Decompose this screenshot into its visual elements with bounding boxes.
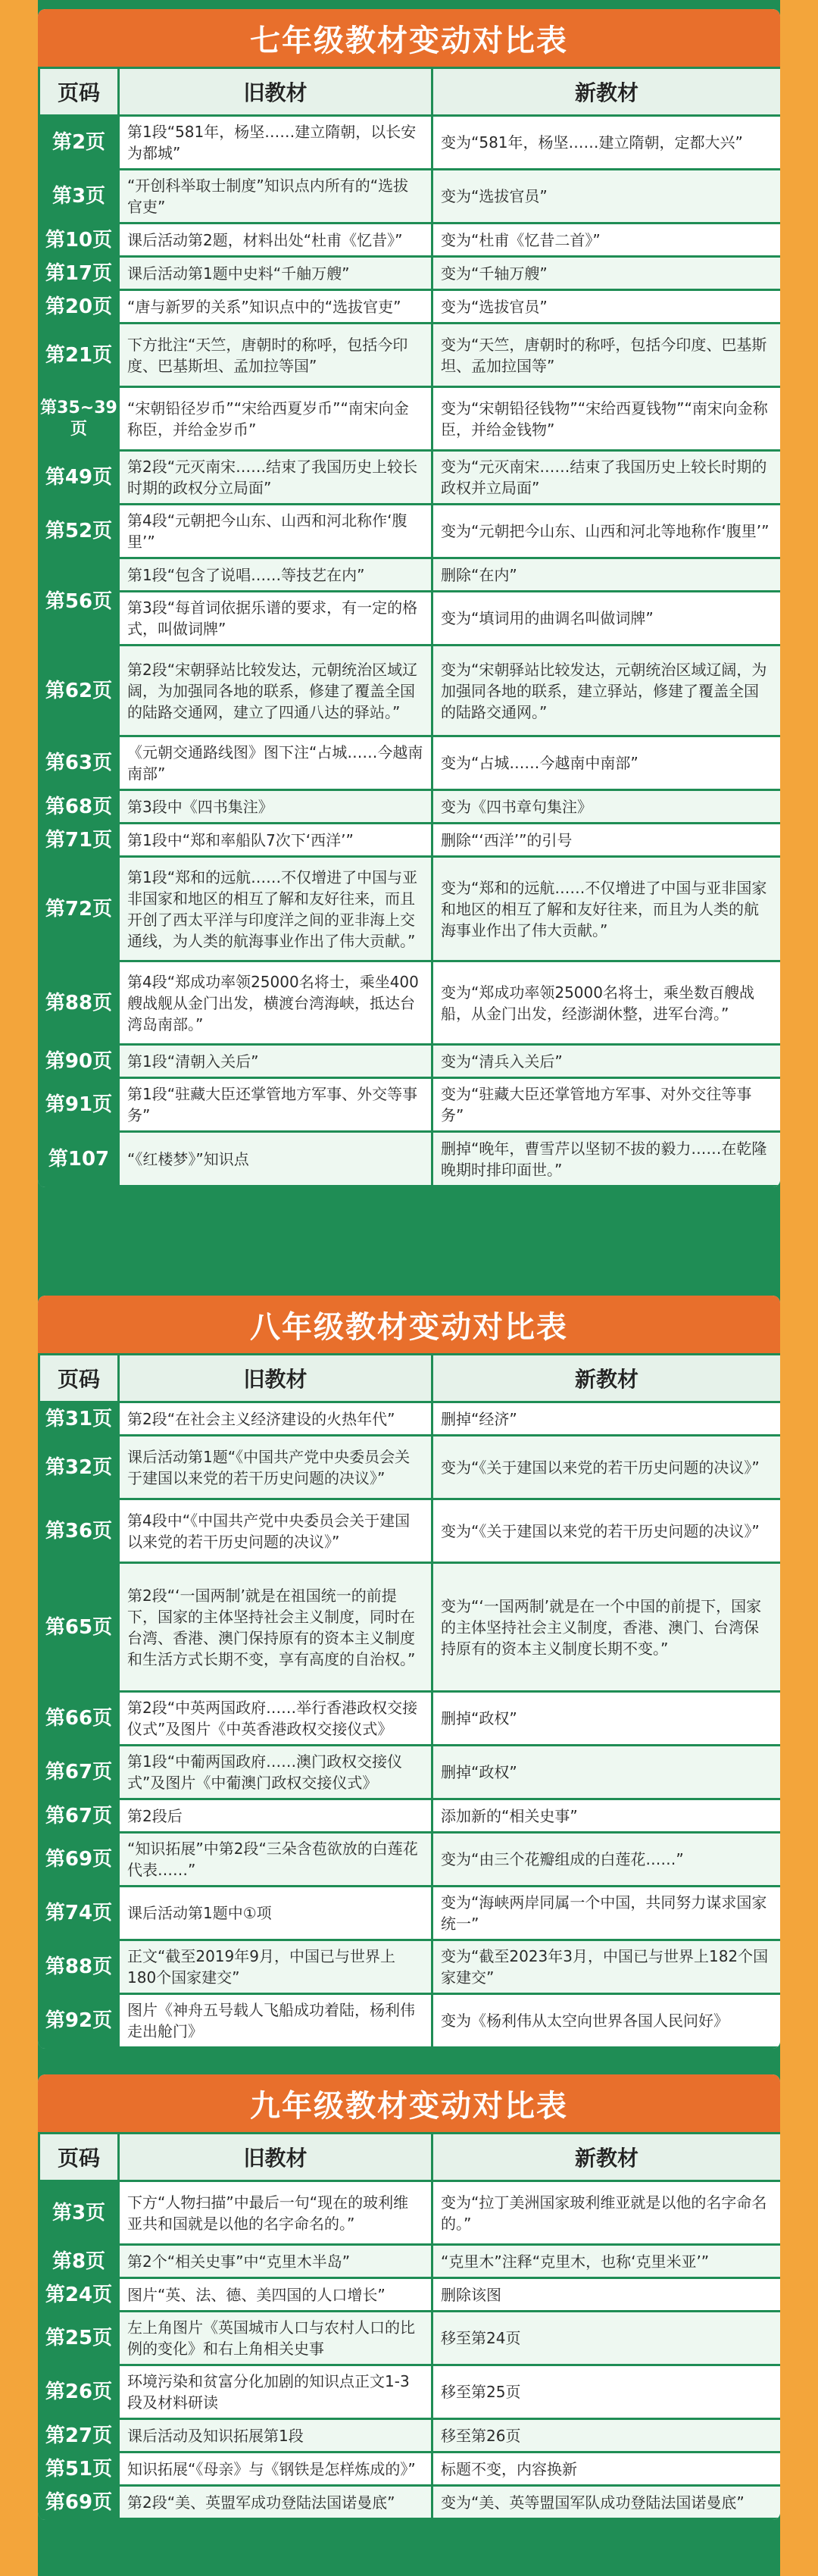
old-text: 第2段后 (119, 1799, 432, 1833)
page-number: 第71页 (39, 824, 119, 857)
table-row (39, 1132, 781, 1186)
header-page: 页码 (39, 2134, 119, 2181)
old-text: 第1段“包含了说唱……等技艺在内” (119, 558, 432, 592)
section-grade9 (38, 2074, 780, 2520)
table-row (39, 1746, 781, 1799)
table-row (39, 290, 781, 324)
new-text: 删除“‘西洋’”的引号 (432, 824, 781, 857)
page-number: 第69页 (39, 1833, 119, 1887)
header-new: 新教材 (432, 2134, 781, 2181)
table-row (39, 505, 781, 558)
table-row (39, 1499, 781, 1563)
table-row (39, 116, 781, 170)
header-old: 旧教材 (119, 2134, 432, 2181)
new-text: 变为《杨利伟从太空向世界各国人民问好》 (432, 1994, 781, 2048)
new-text: 变为“由三个花瓣组成的白莲花……” (432, 1833, 781, 1887)
new-text: 变为“郑和的远航……不仅增进了中国与亚非国家和地区的相互了解和友好往来，而且为人类的航海事业作出了伟大贡献。” (432, 857, 781, 961)
new-text: 变为“截至2023年3月，中国已与世界上182个国家建交” (432, 1940, 781, 1994)
table-row (39, 2312, 781, 2365)
comparison-table (38, 67, 780, 1187)
old-text: 图片《神舟五号载人飞船成功着陆，杨利伟走出舱门》 (119, 1994, 432, 2048)
page-number: 第88页 (39, 961, 119, 1045)
page-number: 第17页 (39, 257, 119, 290)
table-row (39, 736, 781, 790)
table-row (39, 224, 781, 257)
old-text: 第2段“在社会主义经济建设的火热年代” (119, 1402, 432, 1436)
table-row (39, 1994, 781, 2048)
header-new: 新教材 (432, 68, 781, 116)
page-number: 第68页 (39, 790, 119, 824)
new-text: 变为“元朝把今山东、山西和河北等地称作‘腹里’” (432, 505, 781, 558)
table-row (39, 2419, 781, 2453)
table-row (39, 257, 781, 290)
old-text: 第4段“元朝把今山东、山西和河北称作‘腹里’” (119, 505, 432, 558)
page-number: 第31页 (39, 1402, 119, 1436)
page-number: 第72页 (39, 857, 119, 961)
table-row (39, 451, 781, 505)
comparison-table (38, 2132, 780, 2520)
page-number: 第20页 (39, 290, 119, 324)
table-row (39, 2181, 781, 2245)
page-number: 第67页 (39, 1746, 119, 1799)
new-text: 变为“海峡两岸同属一个中国，共同努力谋求国家统一” (432, 1887, 781, 1940)
new-text: 变为“千轴万艘” (432, 257, 781, 290)
new-text: 变为“581年，杨坚……建立隋朝，定都大兴” (432, 116, 781, 170)
old-text: 第2段“‘一国两制’就是在祖国统一的前提下，国家的主体坚持社会主义制度，同时在台湾、香港、澳门保持原有的资本主义制度和生活方式长期不变，享有高度的自治权。” (119, 1563, 432, 1692)
old-text: 第2个“相关史事”中“克里木半岛” (119, 2245, 432, 2278)
table-row (39, 2245, 781, 2278)
new-text: 变为“《关于建国以来党的若干历史问题的决议》” (432, 1436, 781, 1499)
new-text: “克里木”注释“克里木，也称‘克里米亚’” (432, 2245, 781, 2278)
old-text: 课后活动第1题中史料“千舳万艘” (119, 257, 432, 290)
old-text: 第4段中“《中国共产党中央委员会关于建国以来党的若干历史问题的决议》” (119, 1499, 432, 1563)
new-text: 删掉“政权” (432, 1746, 781, 1799)
table-row (39, 1078, 781, 1132)
section-title: 九年级教材变动对比表 (38, 2074, 780, 2132)
table-body (39, 2181, 781, 2519)
header-new: 新教材 (432, 1355, 781, 1402)
table-row (39, 1436, 781, 1499)
old-text: “开创科举取士制度”知识点内所有的“选拔官吏” (119, 170, 432, 224)
page-number: 第63页 (39, 736, 119, 790)
old-text: 课后活动第2题，材料出处“杜甫《忆昔》” (119, 224, 432, 257)
old-text: 第1段“中葡两国政府……澳门政权交接仪式”及图片《中葡澳门政权交接仪式》 (119, 1746, 432, 1799)
new-text: 删掉“晚年，曹雪芹以坚韧不拔的毅力……在乾隆晚期时排印面世。” (432, 1132, 781, 1186)
new-text: 变为“选拔官员” (432, 170, 781, 224)
old-text: 下方“人物扫描”中最后一句“现在的玻利维亚共和国就是以他的名字命名的。” (119, 2181, 432, 2245)
old-text: 第1段“581年，杨坚……建立隋朝，以长安为都城” (119, 116, 432, 170)
page-number: 第90页 (39, 1045, 119, 1078)
page-number: 第21页 (39, 324, 119, 387)
table-row (39, 1402, 781, 1436)
old-text: 第2段“中英两国政府……举行香港政权交接仪式”及图片《中英香港政权交接仪式》 (119, 1692, 432, 1746)
section-grade7 (38, 9, 780, 1187)
table-row (39, 1692, 781, 1746)
new-text: 变为“宋朝铅径钱物”“宋给西夏钱物”“南宋向金称臣，并给金钱物” (432, 387, 781, 451)
table-row (39, 324, 781, 387)
table-body (39, 116, 781, 1186)
table-row (39, 1887, 781, 1940)
page-number: 第88页 (39, 1940, 119, 1994)
page-number: 第52页 (39, 505, 119, 558)
page-number: 第67页 (39, 1799, 119, 1833)
new-text: 变为“驻藏大臣还掌管地方军事、对外交往等事务” (432, 1078, 781, 1132)
new-text: 变为“清兵入关后” (432, 1045, 781, 1078)
new-text: 删除“在内” (432, 558, 781, 592)
new-text: 变为“天竺，唐朝时的称呼，包括今印度、巴基斯坦、孟加拉国等” (432, 324, 781, 387)
table-row (39, 646, 781, 736)
new-text: 删除该图 (432, 2278, 781, 2312)
table-row (39, 592, 781, 646)
page-number: 第10页 (39, 224, 119, 257)
page-number: 第91页 (39, 1078, 119, 1132)
old-text: “唐与新罗的关系”知识点中的“选拔官吏” (119, 290, 432, 324)
page-number: 第27页 (39, 2419, 119, 2453)
new-text: 变为“填词用的曲调名叫做词牌” (432, 592, 781, 646)
old-text: 下方批注“天竺，唐朝时的称呼，包括今印度、巴基斯坦、孟加拉等国” (119, 324, 432, 387)
table-row (39, 1940, 781, 1994)
page-number: 第65页 (39, 1563, 119, 1692)
page-number: 第92页 (39, 1994, 119, 2048)
table-row (39, 961, 781, 1045)
page-number: 第56页 (39, 558, 119, 646)
page-number: 第74页 (39, 1887, 119, 1940)
header-page: 页码 (39, 68, 119, 116)
page-number: 第25页 (39, 2312, 119, 2365)
new-text: 移至第25页 (432, 2365, 781, 2419)
header-page: 页码 (39, 1355, 119, 1402)
page-number: 第26页 (39, 2365, 119, 2419)
new-text: 变为“郑成功率领25000名将士，乘坐数百艘战船，从金门出发，经澎湖休整，进军台湾。” (432, 961, 781, 1045)
page-number: 第8页 (39, 2245, 119, 2278)
old-text: “《红楼梦》”知识点 (119, 1132, 432, 1186)
old-text: 第3段中《四书集注》 (119, 790, 432, 824)
new-text: 删掉“经济” (432, 1402, 781, 1436)
old-text: 课后活动第1题“《中国共产党中央委员会关于建国以来党的若干历史问题的决议》” (119, 1436, 432, 1499)
header-old: 旧教材 (119, 1355, 432, 1402)
section-title: 七年级教材变动对比表 (38, 9, 780, 67)
old-text: 环境污染和贫富分化加剧的知识点正文1-3段及材料研读 (119, 2365, 432, 2419)
table-row (39, 824, 781, 857)
old-text: “宋朝铅径岁币”“宋给西夏岁币”“南宋向金称臣，并给金岁币” (119, 387, 432, 451)
page-number: 第32页 (39, 1436, 119, 1499)
section-grade8 (38, 1296, 780, 2049)
new-text: 删掉“政权” (432, 1692, 781, 1746)
page-number: 第36页 (39, 1499, 119, 1563)
page-number: 第62页 (39, 646, 119, 736)
old-text: “知识拓展”中第2段“三朵含苞欲放的白莲花代表……” (119, 1833, 432, 1887)
new-text: 变为《四书章句集注》 (432, 790, 781, 824)
table-row (39, 1833, 781, 1887)
new-text: 变为“杜甫《忆昔二首》” (432, 224, 781, 257)
old-text: 课后活动第1题中①项 (119, 1887, 432, 1940)
table-row (39, 387, 781, 451)
page-number: 第2页 (39, 116, 119, 170)
old-text: 第1段“清朝入关后” (119, 1045, 432, 1078)
table-row (39, 2365, 781, 2419)
old-text: 正文“截至2019年9月，中国已与世界上180个国家建交” (119, 1940, 432, 1994)
page-number: 第3页 (39, 2181, 119, 2245)
new-text: 变为“美、英等盟国军队成功登陆法国诺曼底” (432, 2486, 781, 2519)
table-row (39, 558, 781, 592)
new-text: 变为“《关于建国以来党的若干历史问题的决议》” (432, 1499, 781, 1563)
page-number: 第3页 (39, 170, 119, 224)
new-text: 标题不变，内容换新 (432, 2453, 781, 2486)
table-row (39, 170, 781, 224)
table-row (39, 1799, 781, 1833)
header-old: 旧教材 (119, 68, 432, 116)
page-number: 第49页 (39, 451, 119, 505)
new-text: 变为“拉丁美洲国家玻利维亚就是以他的名字命名的。” (432, 2181, 781, 2245)
comparison-table (38, 1353, 780, 2049)
table-row (39, 2278, 781, 2312)
page-number: 第107 (39, 1132, 119, 1186)
old-text: 第2段“美、英盟军成功登陆法国诺曼底” (119, 2486, 432, 2519)
old-text: 第3段“每首词依据乐谱的要求，有一定的格式，叫做词牌” (119, 592, 432, 646)
old-text: 第4段“郑成功率领25000名将士，乘坐400艘战舰从金门出发，横渡台湾海峡，抵达台湾岛南部。” (119, 961, 432, 1045)
new-text: 变为“‘一国两制’就是在一个中国的前提下，国家的主体坚持社会主义制度，香港、澳门、台湾保持原有的资本主义制度长期不变。” (432, 1563, 781, 1692)
old-text: 第2段“元灭南宋……结束了我国历史上较长时期的政权分立局面” (119, 451, 432, 505)
table-row (39, 2486, 781, 2519)
old-text: 第1段“驻藏大臣还掌管地方军事、外交等事务” (119, 1078, 432, 1132)
old-text: 课后活动及知识拓展第1段 (119, 2419, 432, 2453)
old-text: 左上角图片《英国城市人口与农村人口的比例的变化》和右上角相关史事 (119, 2312, 432, 2365)
table-row (39, 1045, 781, 1078)
page-number: 第35~39页 (39, 387, 119, 451)
section-title: 八年级教材变动对比表 (38, 1296, 780, 1353)
page-number: 第51页 (39, 2453, 119, 2486)
table-row (39, 857, 781, 961)
new-text: 变为“宋朝驿站比较发达，元朝统治区域辽阔，为加强同各地的联系，建立驿站，修建了覆盖全国的陆路交通网。” (432, 646, 781, 736)
old-text: 第1段“郑和的远航……不仅增进了中国与亚非国家和地区的相互了解和友好往来，而且开创了西太平洋与印度洋之间的亚非海上交通线，为人类的航海事业作出了伟大贡献。” (119, 857, 432, 961)
page-number: 第69页 (39, 2486, 119, 2519)
table-row (39, 2453, 781, 2486)
table-row (39, 1563, 781, 1692)
old-text: 知识拓展“《母亲》与《钢铁是怎样炼成的》” (119, 2453, 432, 2486)
table-row (39, 790, 781, 824)
old-text: 《元朝交通路线图》图下注“占城……今越南南部” (119, 736, 432, 790)
page-number: 第66页 (39, 1692, 119, 1746)
new-text: 变为“占城……今越南中南部” (432, 736, 781, 790)
old-text: 图片“英、法、德、美四国的人口增长” (119, 2278, 432, 2312)
page-number: 第24页 (39, 2278, 119, 2312)
new-text: 变为“选拔官员” (432, 290, 781, 324)
new-text: 添加新的“相关史事” (432, 1799, 781, 1833)
new-text: 变为“元灭南宋……结束了我国历史上较长时期的政权并立局面” (432, 451, 781, 505)
old-text: 第1段中“郑和率船队7次下‘西洋’” (119, 824, 432, 857)
old-text: 第2段“宋朝驿站比较发达，元朝统治区域辽阔，为加强同各地的联系，修建了覆盖全国的陆路交通网，建立了四通八达的驿站。” (119, 646, 432, 736)
table-body (39, 1402, 781, 2048)
new-text: 移至第24页 (432, 2312, 781, 2365)
new-text: 移至第26页 (432, 2419, 781, 2453)
